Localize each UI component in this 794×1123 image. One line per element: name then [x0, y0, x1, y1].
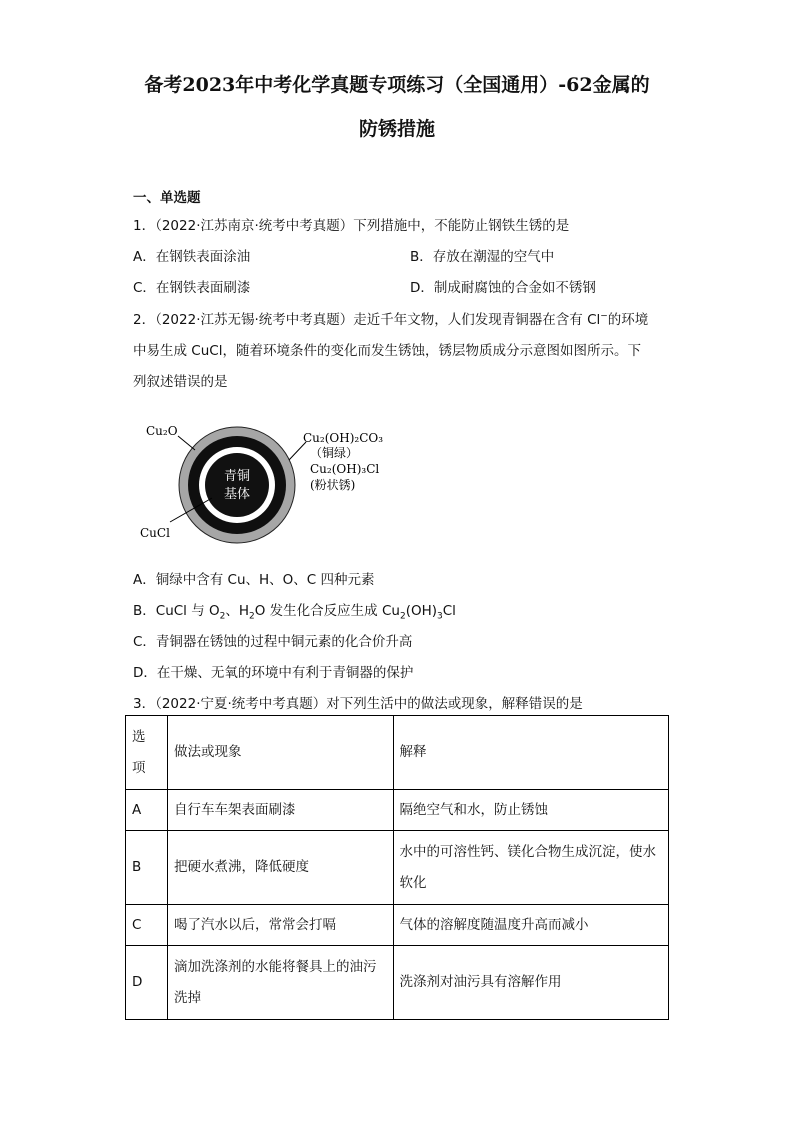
q3-table	[125, 715, 669, 1020]
q1-option-a: A．在钢铁表面涂油	[133, 249, 251, 265]
label-cu2oh2co3: Cu₂(OH)₂CO₃	[303, 431, 384, 445]
row-c-explanation: 气体的溶解度随温度升高而减小	[393, 905, 668, 946]
q2-option-a: A．铜绿中含有 Cu、H、O、C 四种元素	[133, 572, 375, 588]
label-cucl: CuCl	[140, 526, 170, 540]
section-heading: 一、单选题	[133, 190, 201, 206]
q2-stem-line2: 中易生成 CuCl，随着环境条件的变化而发生锈蚀，锈层物质成分示意图如图所示。下	[133, 343, 641, 359]
row-d-action: 滴加洗涤剂的水能将餐具上的油污 洗掉	[167, 946, 393, 1020]
corrosion-layer-diagram	[140, 420, 400, 554]
label-cu2o: Cu₂O	[146, 424, 178, 438]
q3-stem: 3．（2022·宁夏·统考中考真题）对下列生活中的做法或现象，解释错误的是	[133, 696, 583, 712]
table-row	[126, 905, 669, 946]
q1-option-c: C．在钢铁表面刷漆	[133, 280, 251, 296]
document-title-line2: 防锈措施	[358, 118, 435, 140]
core-label-line2: 基体	[223, 487, 251, 502]
bronze-core	[205, 453, 269, 517]
table-header-row	[126, 716, 669, 790]
row-d-explanation: 洗涤剂对油污具有溶解作用	[393, 946, 668, 1020]
table-row	[126, 831, 669, 905]
row-a-explanation: 隔绝空气和水，防止锈蚀	[393, 790, 668, 831]
header-option: 选 项	[126, 716, 168, 790]
cu2o-leader	[178, 436, 195, 450]
row-c-action: 喝了汽水以后，常常会打嗝	[167, 905, 393, 946]
table-row	[126, 790, 669, 831]
q2-stem-line1: 2．（2022·江苏无锡·统考中考真题）走近千年文物，人们发现青铜器在含有 Cl−的环境	[133, 311, 649, 328]
row-b-option: B	[126, 831, 168, 905]
row-b-explanation: 水中的可溶性钙、镁化合物生成沉淀，使水 软化	[393, 831, 668, 905]
core-label-line1: 青铜	[223, 469, 251, 484]
q2-stem-line3: 列叙述错误的是	[133, 374, 228, 390]
q2-option-c: C．青铜器在锈蚀的过程中铜元素的化合价升高	[133, 634, 413, 650]
q1-stem: 1．（2022·江苏南京·统考中考真题）下列措施中，不能防止钢铁生锈的是	[133, 218, 570, 234]
row-c-option: C	[126, 905, 168, 946]
row-b-action: 把硬水煮沸，降低硬度	[167, 831, 393, 905]
header-explanation: 解释	[393, 716, 668, 790]
label-fenzhuangxiu: (粉状锈)	[310, 478, 356, 492]
row-a-action: 自行车车架表面刷漆	[167, 790, 393, 831]
table-row	[126, 946, 669, 1020]
row-d-option: D	[126, 946, 168, 1020]
q2-option-d: D．在干燥、无氧的环境中有利于青铜器的保护	[133, 665, 414, 681]
q1-option-b: B．存放在潮湿的空气中	[410, 249, 555, 265]
q1-option-d: D．制成耐腐蚀的合金如不锈钢	[410, 280, 596, 296]
label-tonglv: （铜绿）	[310, 446, 359, 460]
row-a-option: A	[126, 790, 168, 831]
q2-option-b: B．CuCl 与 $O_2$、$H_2O$ 发生化合反应生成 $Cu_2(OH)_3Cl$	[133, 603, 456, 622]
document-title-line1: 备考2023年中考化学真题专项练习（全国通用）-62金属的	[144, 74, 650, 96]
label-cu2oh3cl: Cu₂(OH)₃Cl	[310, 462, 380, 476]
header-action: 做法或现象	[167, 716, 393, 790]
